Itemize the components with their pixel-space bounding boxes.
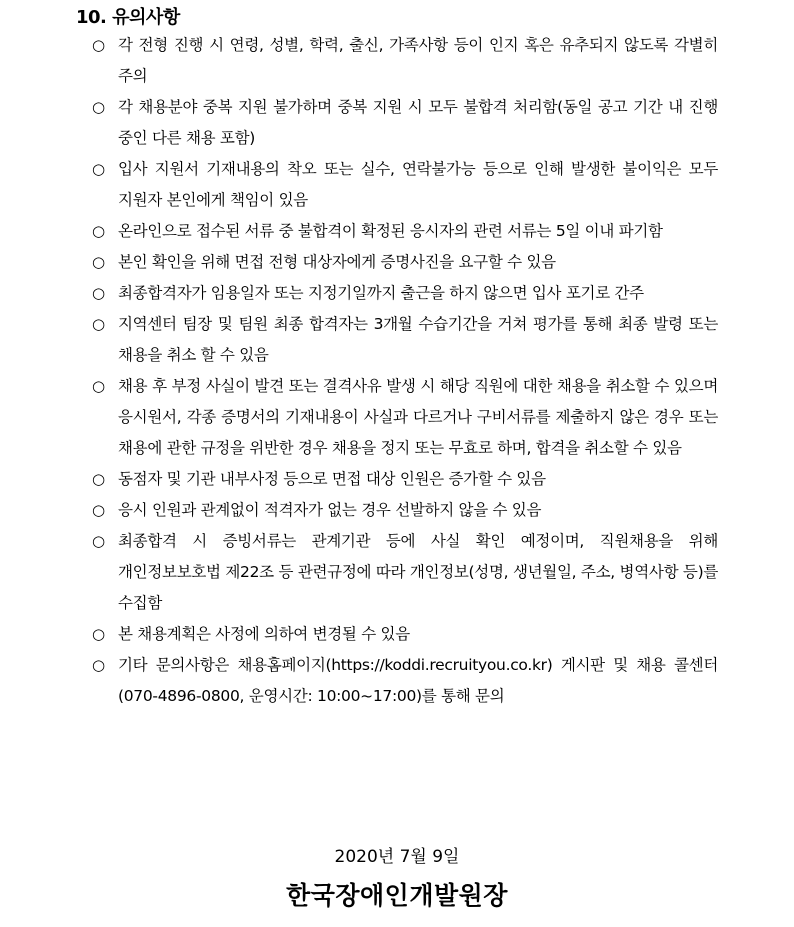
list-item [92, 526, 718, 619]
bullet-circle: ○ [92, 98, 105, 116]
bullet-circle: ○ [92, 470, 105, 488]
list-item [92, 92, 718, 154]
list-item [92, 30, 718, 92]
bullet-circle: ○ [92, 315, 105, 333]
list-item-text: 입사 지원서 기재내용의 착오 또는 실수, 연락불가능 등으로 인해 발생한 불이익은 모두 지원자 본인에게 책임이 있음 [118, 160, 718, 209]
list-item [92, 464, 718, 495]
list-item-text: 각 채용분야 중복 지원 불가하며 중복 지원 시 모두 불합격 처리함(동일 공고 기간 내 진행 중인 다른 채용 포함) [118, 98, 718, 147]
list-item [92, 619, 718, 650]
section-title: 10. 유의사항 [76, 7, 180, 28]
list-item [92, 371, 718, 464]
list-item-text: 본인 확인을 위해 면접 전형 대상자에게 증명사진을 요구할 수 있음 [118, 253, 556, 271]
list-item-text: 온라인으로 접수된 서류 중 불합격이 확정된 응시자의 관련 서류는 5일 이내 파기함 [118, 222, 663, 240]
list-item-text: 응시 인원과 관계없이 적격자가 없는 경우 선발하지 않을 수 있음 [118, 501, 542, 519]
list-item [92, 154, 718, 216]
list-item-text: 본 채용계획은 사정에 의하여 변경될 수 있음 [118, 625, 410, 643]
issue-date: 2020년 7월 9일 [334, 847, 460, 867]
list-item [92, 216, 718, 247]
bullet-circle: ○ [92, 36, 105, 54]
list-item [92, 495, 718, 526]
bullet-circle: ○ [92, 377, 105, 395]
list-item [92, 247, 718, 278]
list-item-text: 동점자 및 기관 내부사정 등으로 면접 대상 인원은 증가할 수 있음 [118, 470, 546, 488]
list-item-text: 기타 문의사항은 채용홈페이지(https://koddi.recruityou.co.kr) 게시판 및 채용 콜센터(070-4896-0800, 운영시간: 10:00~17:00)를 통해 문의 [118, 656, 718, 705]
organization-signature: 한국장애인개발원장 [286, 881, 508, 910]
list-item-text: 각 전형 진행 시 연령, 성별, 학력, 출신, 가족사항 등이 인지 혹은 유추되지 않도록 각별히 주의 [118, 36, 718, 85]
bullet-circle: ○ [92, 625, 105, 643]
bullet-circle: ○ [92, 656, 105, 674]
list-item [92, 278, 718, 309]
list-item-text: 채용 후 부정 사실이 발견 또는 결격사유 발생 시 해당 직원에 대한 채용을 취소할 수 있으며 응시원서, 각종 증명서의 기재내용이 사실과 다르거나 구비서류를 제출하지 않은 경우 또는 채용에 관한 규정을 위반한 경우 채용을 정지 또는 무효로 하며, 합격을 취소할 수 있음 [118, 377, 718, 457]
list-item [92, 309, 718, 371]
bullet-circle: ○ [92, 253, 105, 271]
list-item-text: 최종합격자가 임용일자 또는 지정기일까지 출근을 하지 않으면 입사 포기로 간주 [118, 284, 644, 302]
bullet-circle: ○ [92, 284, 105, 302]
list-item [92, 650, 718, 712]
notice-list [92, 30, 718, 712]
bullet-circle: ○ [92, 160, 105, 178]
list-item-text: 지역센터 팀장 및 팀원 최종 합격자는 3개월 수습기간을 거쳐 평가를 통해 최종 발령 또는 채용을 취소 할 수 있음 [118, 315, 718, 364]
bullet-circle: ○ [92, 222, 105, 240]
bullet-circle: ○ [92, 501, 105, 519]
list-item-text: 최종합격 시 증빙서류는 관계기관 등에 사실 확인 예정이며, 직원채용을 위해 개인정보보호법 제22조 등 관련규정에 따라 개인정보(성명, 생년월일, 주소, 병역사항 등)를 수집함 [118, 532, 718, 612]
bullet-circle: ○ [92, 532, 105, 550]
